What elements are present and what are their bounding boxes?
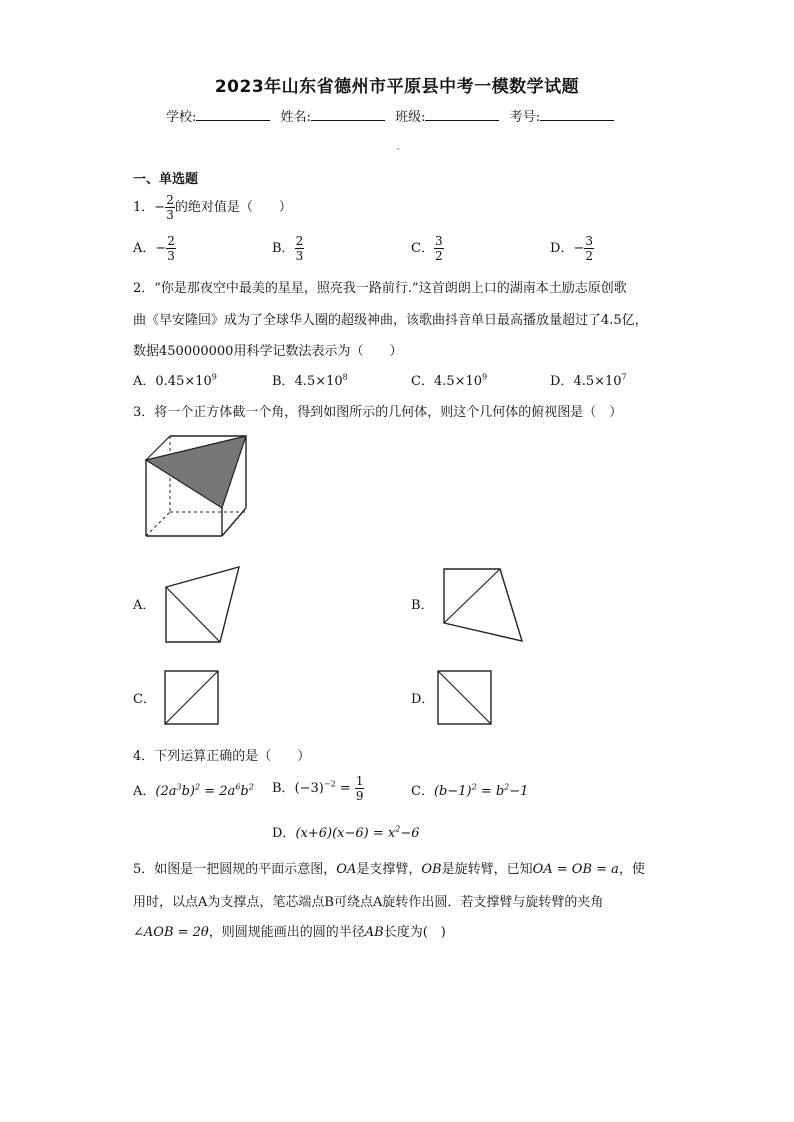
q3-option-d-figure[interactable] <box>437 670 493 726</box>
question-5-line-2: 用时，以点A为支撑点，笔芯端点B可绕点A旋转作出圆．若支撑臂与旋转臂的夹角 <box>133 895 604 910</box>
q1-option-d[interactable] <box>550 234 594 263</box>
q1-denominator: 3 <box>166 208 174 222</box>
option-letter: C． <box>411 784 434 799</box>
exponent: −2 <box>323 779 336 789</box>
q1-number: 1． <box>133 200 155 215</box>
q3-option-c-figure[interactable] <box>164 670 220 726</box>
option-letter: A． <box>133 241 156 256</box>
option-exponent: 7 <box>621 372 627 382</box>
text: ，则圆规能画出的圆的半径 <box>208 925 365 940</box>
q3-option-b-label[interactable]: B． <box>411 598 434 613</box>
exponent: 2 <box>471 782 477 792</box>
expr-part: b <box>240 784 249 799</box>
q3-option-d-label[interactable]: D． <box>411 692 435 707</box>
q4-option-d[interactable] <box>272 822 419 841</box>
numerator: 3 <box>585 234 593 248</box>
q3-option-c-label[interactable]: C． <box>133 692 156 707</box>
q3-option-a-label[interactable]: A． <box>133 598 156 613</box>
option-base: 0.45×10 <box>155 374 212 389</box>
section-title: 一、单选题 <box>133 172 199 187</box>
q4-option-c[interactable] <box>411 780 528 799</box>
q2-option-b[interactable] <box>272 370 348 389</box>
expr-part: (b−1) <box>433 784 472 799</box>
speck <box>397 148 399 150</box>
option-letter: B． <box>272 781 295 796</box>
q2-option-d[interactable] <box>550 370 627 389</box>
denominator: 2 <box>585 249 593 263</box>
exponent: 3 <box>176 782 182 792</box>
question-2-line-3: 数据450000000用科学记数法表示为（ ） <box>133 344 403 359</box>
expr-part: = <box>335 781 355 796</box>
class-label: 班级: <box>395 110 426 125</box>
option-letter: C． <box>411 241 434 256</box>
exponent: 2 <box>248 782 254 792</box>
expr-part: (x+6)(x−6) = x <box>295 826 396 841</box>
question-1-stem <box>133 193 292 222</box>
expr-part: (2a <box>155 784 177 799</box>
option-letter: D． <box>550 374 574 389</box>
numerator: 2 <box>295 234 304 248</box>
school-field[interactable] <box>196 108 270 121</box>
question-5-line-3 <box>133 921 446 940</box>
name-field[interactable] <box>311 108 385 121</box>
option-exponent: 9 <box>482 372 488 382</box>
math: OA <box>336 862 357 877</box>
option-exponent: 8 <box>342 372 348 382</box>
exponent: 2 <box>395 824 401 834</box>
exam-number-field[interactable] <box>540 108 614 121</box>
student-info-line <box>166 106 620 125</box>
class-field[interactable] <box>425 108 499 121</box>
option-letter: C． <box>411 374 434 389</box>
option-letter: D． <box>272 826 296 841</box>
option-fraction <box>355 774 365 803</box>
q2-option-a[interactable] <box>133 370 217 389</box>
q1-numerator: 2 <box>166 193 174 207</box>
numerator: 1 <box>355 774 364 788</box>
numerator: 3 <box>434 234 443 248</box>
question-5-line-1 <box>133 858 645 877</box>
option-fraction <box>584 234 594 263</box>
q4-option-a[interactable] <box>133 780 254 799</box>
math: ∠AOB = 2θ <box>133 925 209 940</box>
option-fraction <box>166 234 176 263</box>
exponent: 6 <box>235 782 241 792</box>
expr-part: (−3) <box>294 781 324 796</box>
option-fraction <box>434 234 444 263</box>
q1-option-c[interactable] <box>411 234 444 263</box>
option-letter: B． <box>272 241 295 256</box>
name-label: 姓名: <box>280 110 311 125</box>
question-2-line-2: 曲《早安隆回》成为了全球华人圈的超级神曲，该歌曲抖音单日最高播放量超过了4.5亿， <box>133 313 648 328</box>
option-letter: D． <box>550 241 574 256</box>
q1-option-a[interactable] <box>133 234 176 263</box>
denominator: 9 <box>355 789 364 803</box>
option-base: 4.5×10 <box>573 374 622 389</box>
denominator: 3 <box>295 249 304 263</box>
exam-title: 2023年山东省德州市平原县中考一模数学试题 <box>214 77 580 97</box>
q1-sign: − <box>154 200 166 215</box>
option-sign: − <box>573 241 585 256</box>
option-fraction <box>295 234 305 263</box>
q1-text: 的绝对值是（ ） <box>174 200 292 215</box>
school-label: 学校: <box>166 110 197 125</box>
numerator: 2 <box>167 234 175 248</box>
expr-part: b) <box>181 784 195 799</box>
math: AB <box>364 925 384 940</box>
expr-part: −1 <box>509 784 529 799</box>
option-base: 4.5×10 <box>433 374 483 389</box>
option-letter: A． <box>133 374 156 389</box>
expr-part: = b <box>476 784 505 799</box>
expr-part: −6 <box>400 826 420 841</box>
exponent: 2 <box>194 782 201 792</box>
exponent: 2 <box>504 782 510 792</box>
q2-option-c[interactable] <box>411 370 487 389</box>
text: ，使 <box>618 862 645 877</box>
text: 是支撑臂， <box>356 862 422 877</box>
option-letter: B． <box>272 374 295 389</box>
exam-number-label: 考号: <box>509 110 540 125</box>
text: 长度为( ) <box>383 925 446 940</box>
q3-option-b-figure[interactable] <box>442 567 526 645</box>
q4-option-b[interactable] <box>272 774 364 803</box>
math: OA = OB = a <box>532 862 619 877</box>
question-4-stem: 4．下列运算正确的是（ ） <box>133 749 311 764</box>
option-base: 4.5×10 <box>294 374 343 389</box>
q1-option-b[interactable] <box>272 234 304 263</box>
q3-option-a-figure[interactable] <box>164 565 244 645</box>
question-3-stem: 3．将一个正方体截一个角，得到如图所示的几何体，则这个几何体的俯视图是（ ） <box>133 405 623 420</box>
math: OB <box>421 862 442 877</box>
q1-fraction <box>165 193 175 222</box>
denominator: 2 <box>434 249 443 263</box>
option-sign: − <box>155 241 167 256</box>
option-letter: A． <box>133 784 156 799</box>
denominator: 3 <box>167 249 175 263</box>
text: 是旋转臂，已知 <box>441 862 533 877</box>
option-exponent: 9 <box>211 372 217 382</box>
truncated-cube-figure <box>140 430 252 542</box>
question-2-line-1: 2．“你是那夜空中最美的星星，照亮我一路前行.”这首朗朗上口的湖南本土励志原创歌 <box>133 281 627 296</box>
text: 5．如图是一把圆规的平面示意图， <box>133 862 337 877</box>
expr-part: = 2a <box>200 784 236 799</box>
